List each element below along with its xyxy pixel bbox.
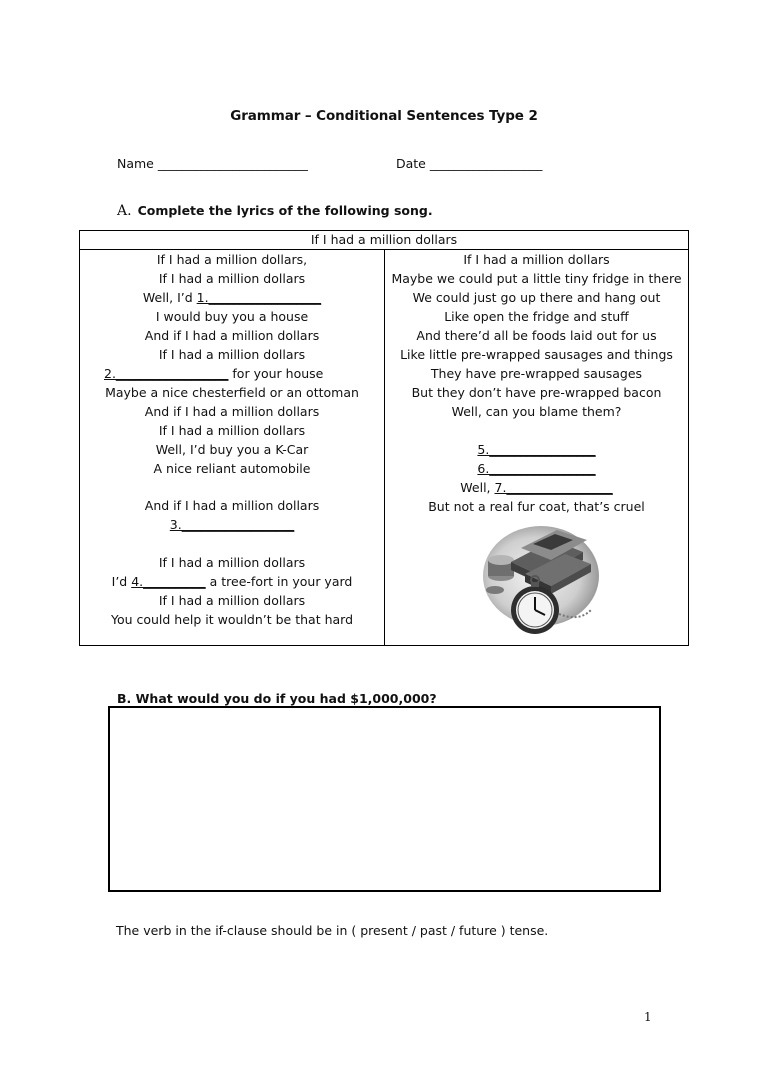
lyric-text: Well, <box>460 480 495 495</box>
lyric-text: I’d <box>111 574 132 589</box>
blank-3[interactable]: 3.__________________ <box>169 517 295 532</box>
lyric-line: Well, can you blame them? <box>451 404 622 419</box>
lyric-line: Maybe we could put a little tiny fridge in there <box>391 271 682 286</box>
lyric-line: Well, I’d buy you a K-Car <box>155 442 309 457</box>
lyric-line: Like open the fridge and stuff <box>444 309 629 324</box>
lyric-line: If I had a million dollars <box>158 271 306 286</box>
lyric-line: And if I had a million dollars <box>144 328 320 343</box>
section-a-letter: A. <box>117 203 132 219</box>
tense-note: The verb in the if-clause should be in ( present / past / future ) tense. <box>116 923 549 938</box>
song-title: If I had a million dollars <box>80 231 688 250</box>
lyric-line: Like little pre-wrapped sausages and things <box>400 347 673 362</box>
section-a-heading <box>117 203 433 219</box>
lyrics-right-column <box>385 250 688 645</box>
lyric-line <box>80 364 384 383</box>
lyric-line: If I had a million dollars <box>158 593 306 608</box>
lyric-text: Well, I’d <box>142 290 197 305</box>
money-clock-icon <box>475 518 615 648</box>
blank-7[interactable]: 7._________________ <box>494 480 613 495</box>
name-field[interactable]: Name ________________________ <box>117 156 308 171</box>
blank-1[interactable]: 1.__________________ <box>196 290 322 305</box>
lyric-line <box>385 459 688 478</box>
date-field[interactable]: Date __________________ <box>396 156 543 171</box>
blank-6[interactable]: 6._________________ <box>477 461 596 476</box>
lyric-line <box>80 288 384 307</box>
lyric-line: Maybe a nice chesterfield or an ottoman <box>105 385 359 400</box>
lyric-line: If I had a million dollars <box>158 555 306 570</box>
lyric-line <box>385 440 688 459</box>
lyric-line: If I had a million dollars <box>158 347 306 362</box>
lyric-line: They have pre-wrapped sausages <box>430 366 643 381</box>
lyric-line: You could help it wouldn’t be that hard <box>110 612 354 627</box>
section-a-instruction: Complete the lyrics of the following song. <box>137 203 433 218</box>
blank-4[interactable]: 4.__________ <box>131 574 206 589</box>
song-table <box>79 230 689 646</box>
lyric-text: a tree-fort in your yard <box>205 574 353 589</box>
blank-5[interactable]: 5._________________ <box>477 442 596 457</box>
lyric-line: And if I had a million dollars <box>144 404 320 419</box>
page-number: 1 <box>644 1010 652 1024</box>
lyric-line: I would buy you a house <box>155 309 309 324</box>
lyric-line: If I had a million dollars, <box>156 252 308 267</box>
worksheet-title: Grammar – Conditional Sentences Type 2 <box>230 108 538 124</box>
lyric-line <box>385 478 688 497</box>
answer-box[interactable] <box>108 706 661 892</box>
lyric-line: And if I had a million dollars <box>144 498 320 513</box>
lyric-text: for your house <box>228 366 324 381</box>
lyric-line: We could just go up there and hang out <box>412 290 661 305</box>
lyric-line: And there’d all be foods laid out for us <box>416 328 657 343</box>
lyric-line: A nice reliant automobile <box>153 461 311 476</box>
lyric-line: If I had a million dollars <box>158 423 306 438</box>
lyric-line <box>80 515 384 534</box>
lyric-line: But not a real fur coat, that’s cruel <box>428 499 645 514</box>
lyrics-left-column <box>80 250 385 645</box>
section-b-heading: B. What would you do if you had $1,000,000? <box>117 691 437 706</box>
lyric-line: If I had a million dollars <box>463 252 610 267</box>
lyric-line <box>80 572 384 591</box>
blank-2[interactable]: 2.__________________ <box>104 366 229 381</box>
lyric-line: But they don’t have pre-wrapped bacon <box>411 385 662 400</box>
